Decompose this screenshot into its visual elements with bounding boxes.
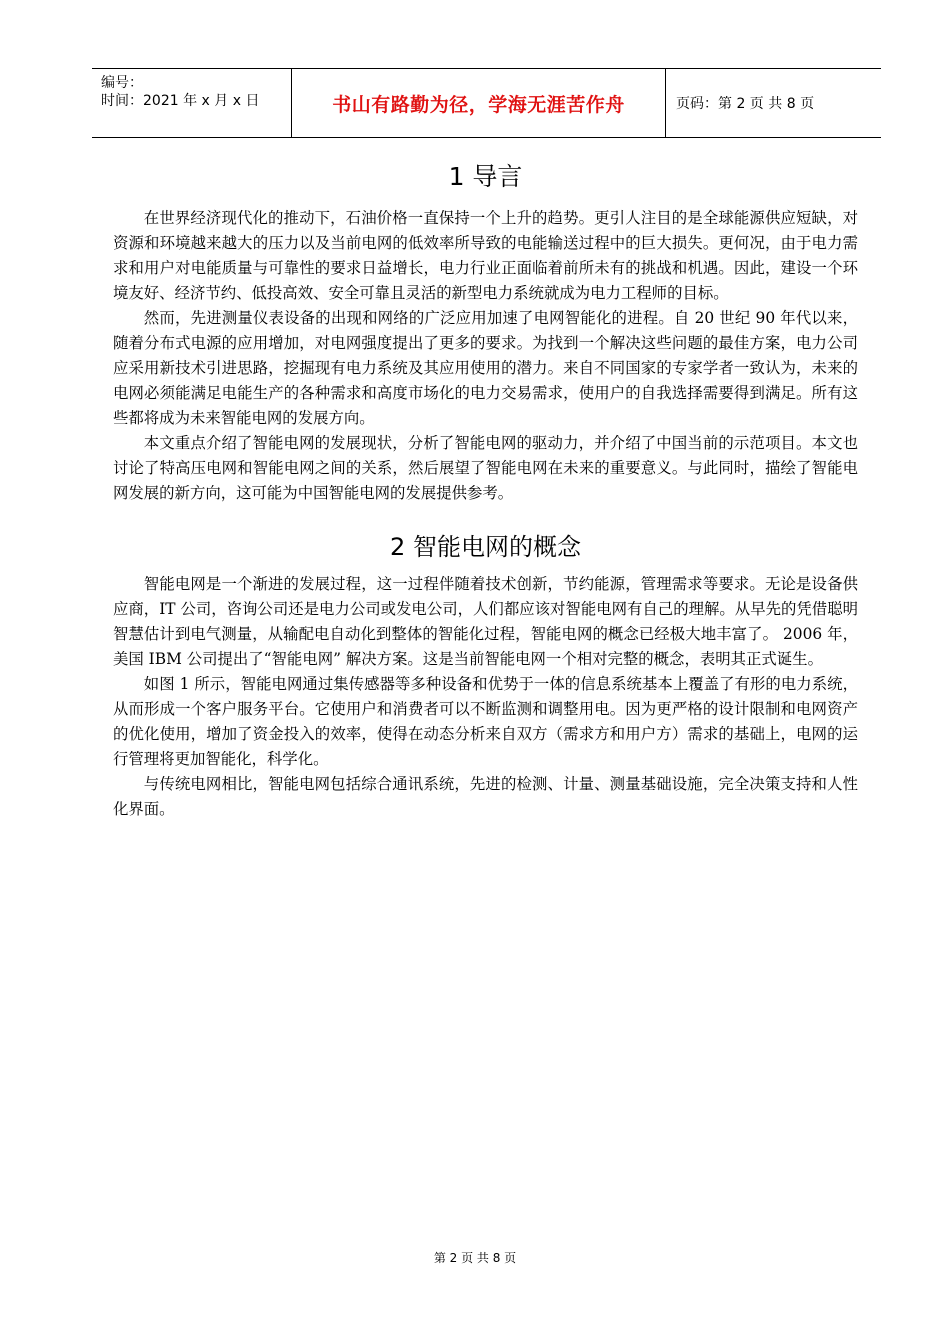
section-1-paragraph-1: 在世界经济现代化的推动下，石油价格一直保持一个上升的趋势。更引人注目的是全球能源供应短缺，对资源和环境越来越大的压力以及当前电网的低效率所导致的电能输送过程中的巨大损失。更何况，由于电力需求和用户对电能质量与可靠性的要求日益增长，电力行业正面临着前所未有的挑战和机遇。因此，建设一个环境友好、经济节约、低投高效、安全可靠且灵活的新型电力系统就成为电力工程师的目标。 [113,209,858,302]
header-info-cell [92,69,292,137]
section-2-title: 2 智能电网的概念 [390,533,581,561]
section-1-paragraph-2: 然而，先进测量仪表设备的出现和网络的广泛应用加速了电网智能化的进程。自 20 世纪 90 年代以来，随着分布式电源的应用增加，对电网强度提出了更多的要求。为找到一个解决这些问题的最佳方案，电力公司应采用新技术引进思路，挖掘现有电力系统及其应用使用的潜力。来自不同国家的专家学者一致认为，未来的电网必须能满足电能生产的各种需求和高度市场化的电力交易需求，使用户的自我选择需要得到满足。所有这些都将成为未来智能电网的发展方向。 [113,309,858,427]
header-page-number: 页码：第 2 页 共 8 页 [676,96,815,112]
document-time-label: 时间：2021 年 x 月 x 日 [101,93,260,109]
page-header [92,68,881,138]
section-1-paragraph-3: 本文重点介绍了智能电网的发展现状，分析了智能电网的驱动力，并介绍了中国当前的示范项目。本文也讨论了特高压电网和智能电网之间的关系，然后展望了智能电网在未来的重要意义。与此同时，描绘了智能电网发展的新方向，这可能为中国智能电网的发展提供参考。 [113,434,858,502]
section-2-paragraph-2: 如图 1 所示，智能电网通过集传感器等多种设备和优势于一体的信息系统基本上覆盖了有形的电力系统，从而形成一个客户服务平台。它使用户和消费者可以不断监测和调整用电。因为更严格的设计限制和电网资产的优化使用，增加了资金投入的效率，使得在动态分析来自双方（需求方和用户方）需求的基础上，电网的运行管理将更加智能化，科学化。 [113,675,858,768]
document-number-label: 编号： [101,75,143,91]
document-body [113,146,858,822]
footer-page-number: 第 2 页 共 8 页 [433,1251,517,1265]
header-motto: 书山有路勤为径，学海无涯苦作舟 [292,69,666,137]
section-2-paragraph-3: 与传统电网相比，智能电网包括综合通讯系统，先进的检测、计量、测量基础设施，完全决策支持和人性化界面。 [113,775,858,818]
page-footer [0,1249,950,1266]
section-1-title: 1 导言 [448,162,523,191]
section-2-paragraph-1: 智能电网是一个渐进的发展过程，这一过程伴随着技术创新，节约能源，管理需求等要求。无论是设备供应商，IT 公司，咨询公司还是电力公司或发电公司，人们都应该对智能电网有自己的理解。从早先的凭借聪明智慧估计到电气测量，从输配电自动化到整体的智能化过程，智能电网的概念已经极大地丰富了。 2006 年，美国 IBM 公司提出了“智能电网” 解决方案。这是当前智能电网一个相对完整的概念，表明其正式诞生。 [113,575,858,668]
